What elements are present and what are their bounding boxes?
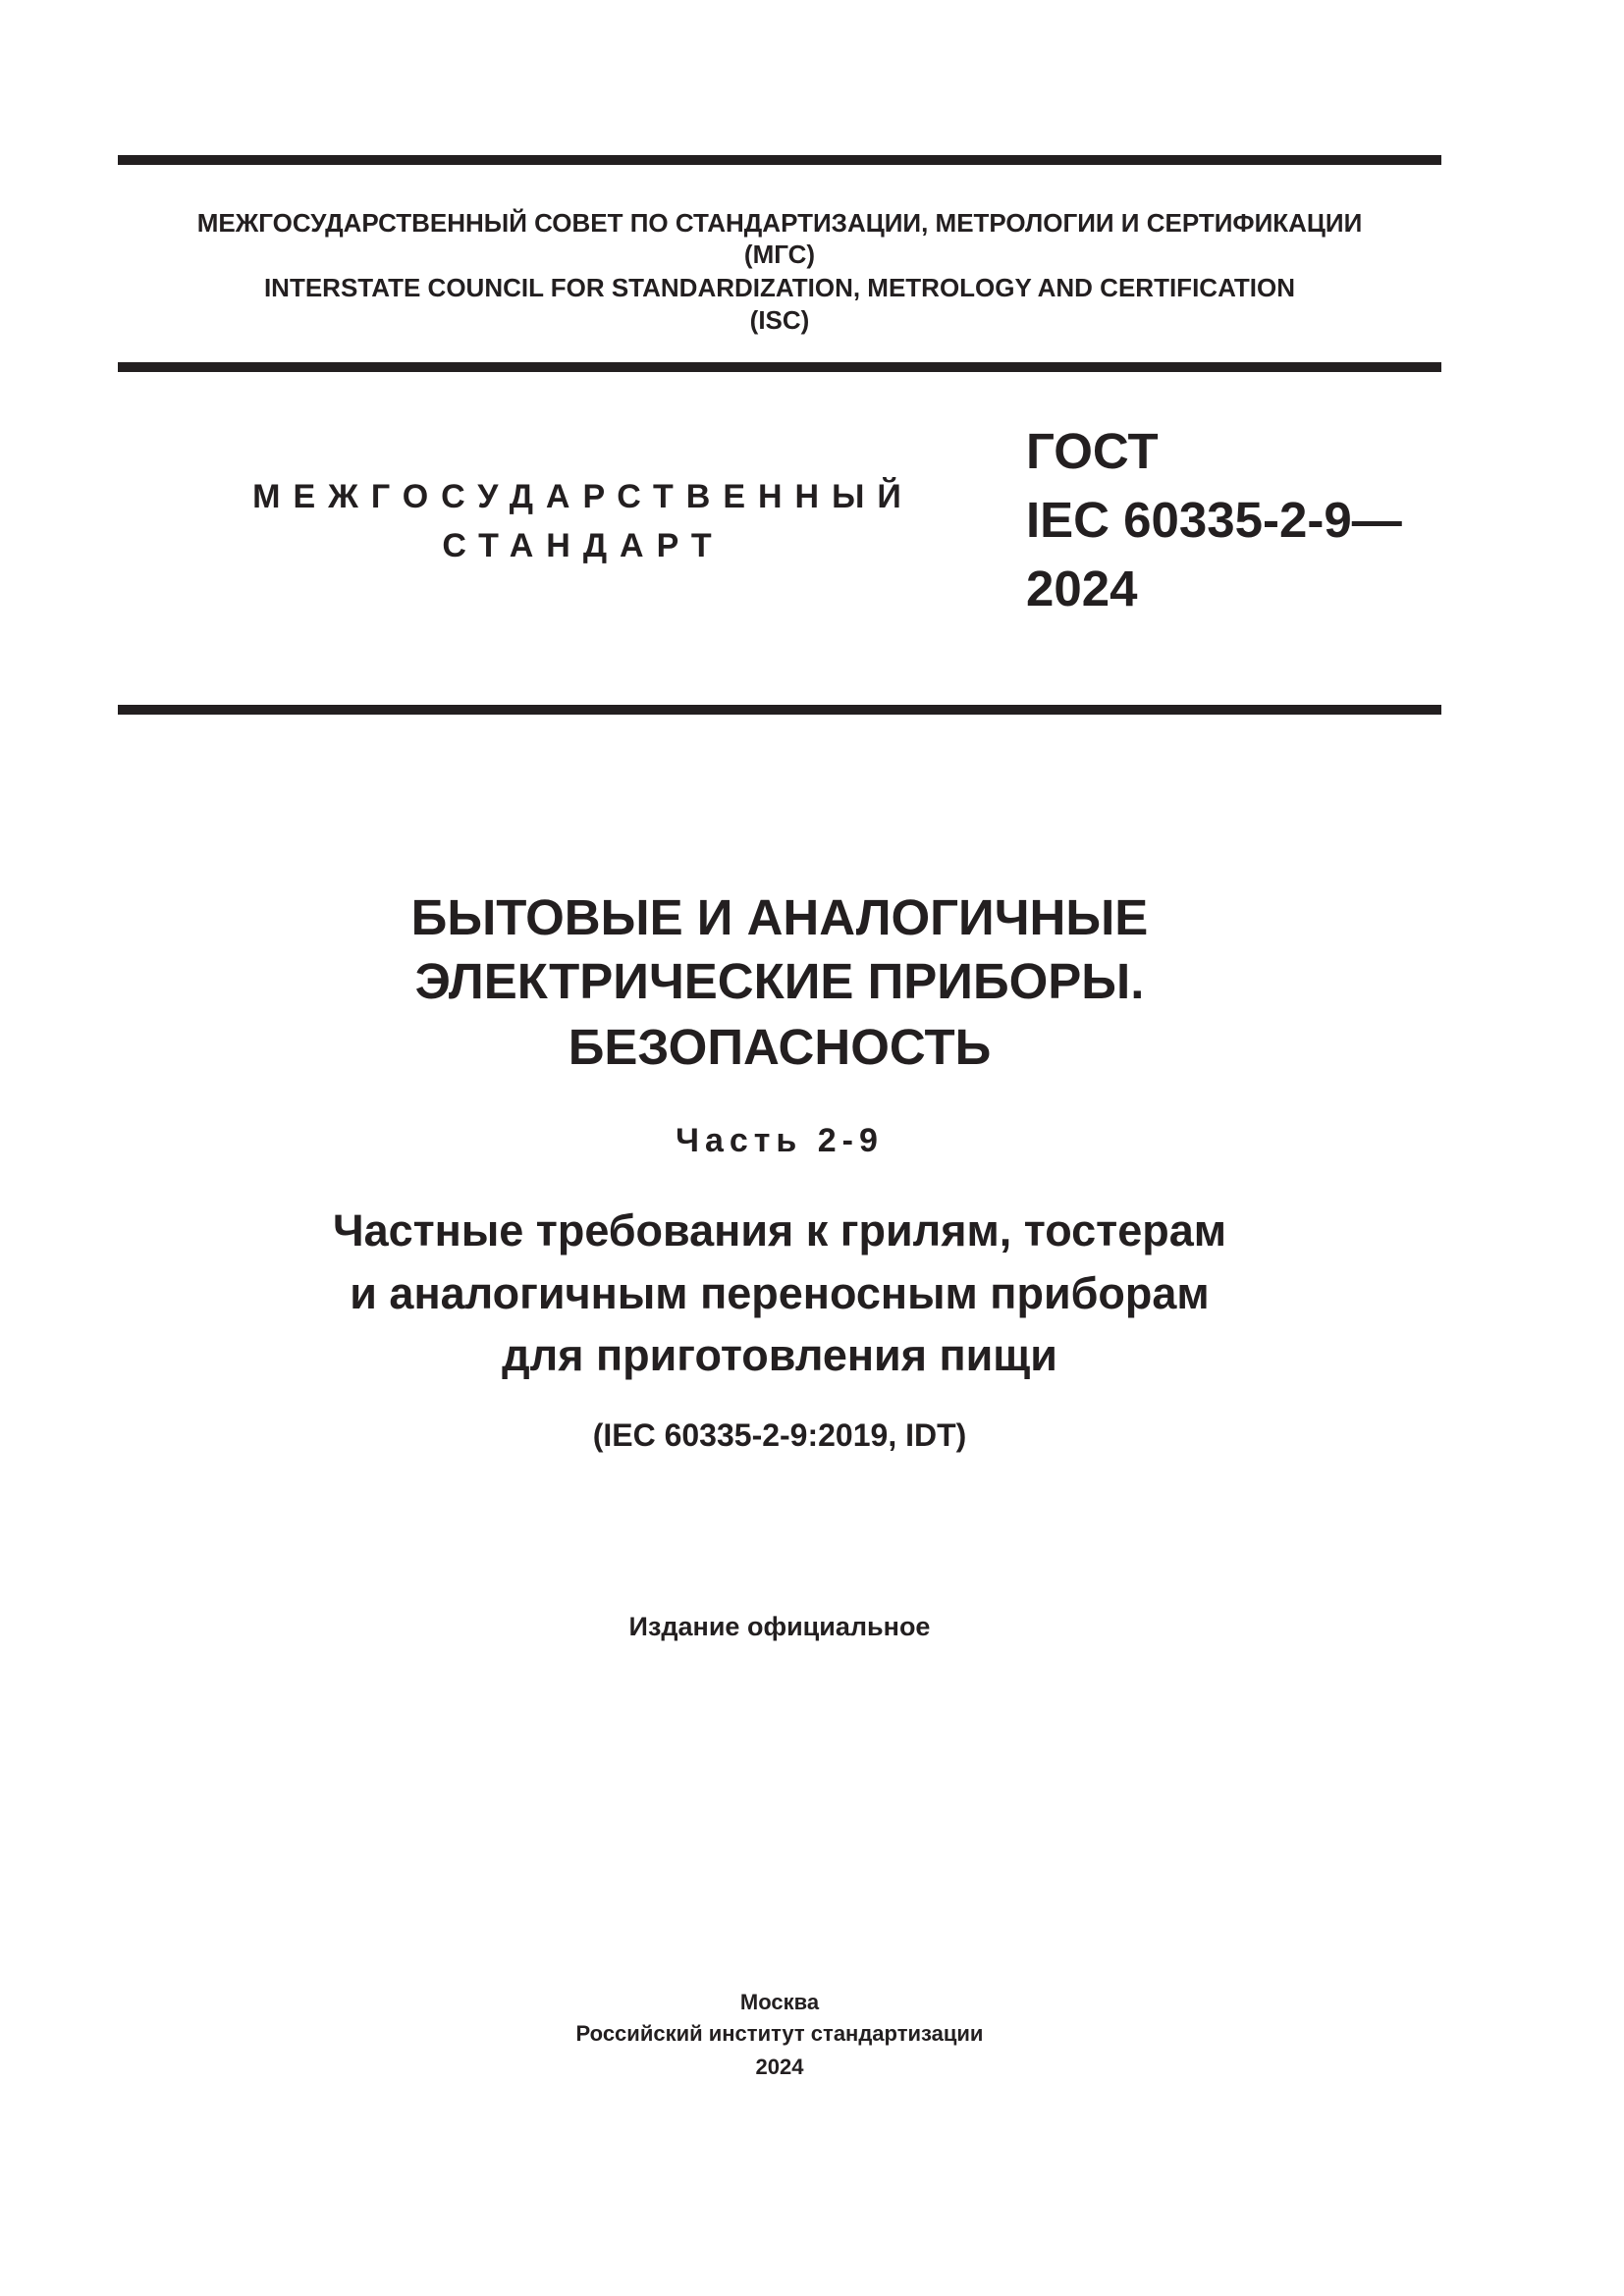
designation-line2: IEC 60335-2-9— — [1026, 492, 1402, 548]
subtitle-line3: для приготовления пищи — [502, 1330, 1057, 1380]
subtitle-line1: Частные требования к грилям, тостерам — [332, 1205, 1227, 1255]
header-bottom-rule — [118, 705, 1441, 715]
designation-line1: ГОСТ — [1026, 423, 1159, 479]
title-line2: ЭЛЕКТРИЧЕСКИЕ ПРИБОРЫ. — [414, 953, 1145, 1009]
top-rule — [118, 155, 1441, 165]
title-line3: БЕЗОПАСНОСТЬ — [568, 1019, 992, 1075]
council-name-ru: МЕЖГОСУДАРСТВЕННЫЙ СОВЕТ ПО СТАНДАРТИЗАЦИИ, МЕТРОЛОГИИ И СЕРТИФИКАЦИИ — [196, 208, 1363, 238]
council-name-en: INTERSTATE COUNCIL FOR STANDARDIZATION, METROLOGY AND CERTIFICATION — [263, 273, 1296, 302]
standard-type-line1: МЕЖГОСУДАРСТВЕННЫЙ — [252, 478, 914, 515]
publisher-name: Российский институт стандартизации — [575, 2021, 984, 2046]
publication-year: 2024 — [755, 2055, 804, 2079]
title-line1: БЫТОВЫЕ И АНАЛОГИЧНЫЕ — [410, 889, 1149, 945]
council-bottom-rule — [118, 362, 1441, 372]
edition-label: Издание официальное — [628, 1612, 931, 1641]
designation-line3: 2024 — [1026, 561, 1138, 616]
subtitle-line2: и аналогичным переносным приборам — [350, 1268, 1210, 1318]
part-number: Часть 2-9 — [676, 1122, 884, 1159]
council-abbr-ru: (МГС) — [743, 240, 816, 269]
standard-type-line2: СТАНДАРТ — [442, 527, 725, 564]
council-abbr-en: (ISC) — [749, 305, 810, 335]
iec-reference: (IEC 60335-2-9:2019, IDT) — [592, 1417, 967, 1453]
publication-city: Москва — [739, 1990, 820, 2014]
